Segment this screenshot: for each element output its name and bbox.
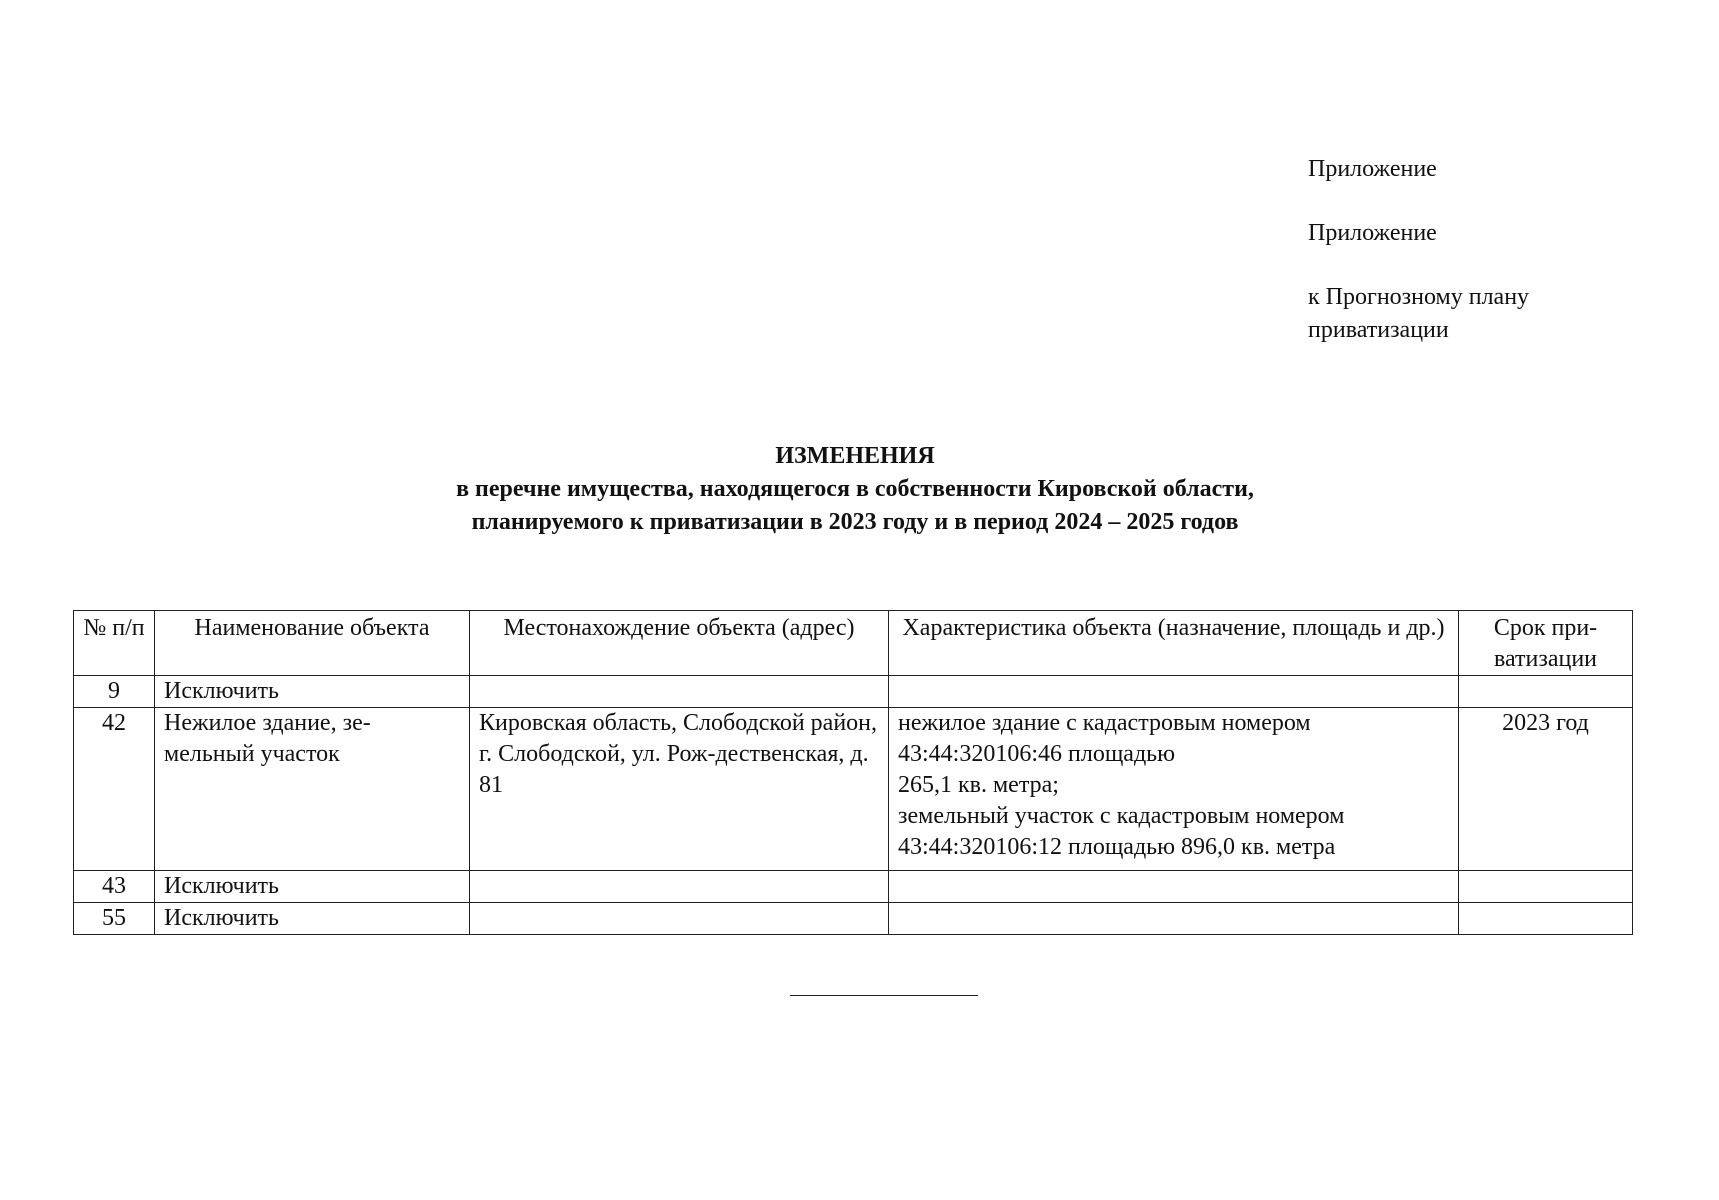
header-location: Местонахождение объекта (адрес) bbox=[470, 611, 889, 676]
cell-term bbox=[1459, 676, 1633, 708]
cell-characteristics bbox=[889, 871, 1459, 903]
cell-name: Исключить bbox=[155, 871, 470, 903]
changes-table bbox=[73, 610, 1633, 935]
cell-characteristics bbox=[889, 676, 1459, 708]
cell-name: Нежилое здание, зе-мельный участок bbox=[155, 708, 470, 871]
cell-num: 55 bbox=[74, 903, 155, 935]
cell-term: 2023 год bbox=[1459, 708, 1633, 871]
cell-location bbox=[470, 903, 889, 935]
cell-location bbox=[470, 871, 889, 903]
cell-term bbox=[1459, 871, 1633, 903]
cell-num: 42 bbox=[74, 708, 155, 871]
table-header-row bbox=[74, 611, 1633, 676]
title-heading: ИЗМЕНЕНИЯ bbox=[775, 443, 935, 469]
cell-location: Кировская область, Слободской район, г. Слободской, ул. Рож-дественская, д. 81 bbox=[470, 708, 889, 871]
cell-num: 43 bbox=[74, 871, 155, 903]
cell-name: Исключить bbox=[155, 676, 470, 708]
header-characteristics: Характеристика объекта (назначение, площадь и др.) bbox=[889, 611, 1459, 676]
table-row bbox=[74, 903, 1633, 935]
end-of-document-rule bbox=[790, 995, 978, 996]
cell-name: Исключить bbox=[155, 903, 470, 935]
title-line-2: в перечне имущества, находящегося в собственности Кировской области, bbox=[456, 476, 1254, 502]
title-line-3: планируемого к приватизации в 2023 году и в период 2024 – 2025 годов bbox=[471, 509, 1239, 535]
table-row bbox=[74, 708, 1633, 871]
cell-num: 9 bbox=[74, 676, 155, 708]
document-title bbox=[300, 440, 1410, 539]
cell-term bbox=[1459, 903, 1633, 935]
table-row bbox=[74, 871, 1633, 903]
cell-characteristics: нежилое здание с кадастровым номером 43:44:320106:46 площадью 265,1 кв. метра; земельный участок с кадастровым номером 43:44:320106:12 площадью 896,0 кв. метра bbox=[889, 708, 1459, 871]
header-num: № п/п bbox=[74, 611, 155, 676]
appendix-label: Приложение bbox=[1308, 156, 1437, 182]
cell-location bbox=[470, 676, 889, 708]
header-name: Наименование объекта bbox=[155, 611, 470, 676]
cell-characteristics bbox=[889, 903, 1459, 935]
header-term: Срок при-ватизации bbox=[1459, 611, 1633, 676]
table-row bbox=[74, 676, 1633, 708]
appendix-label-repeat: Приложение bbox=[1308, 220, 1437, 246]
appendix-reference: к Прогнозному плану приватизации bbox=[1308, 284, 1530, 343]
